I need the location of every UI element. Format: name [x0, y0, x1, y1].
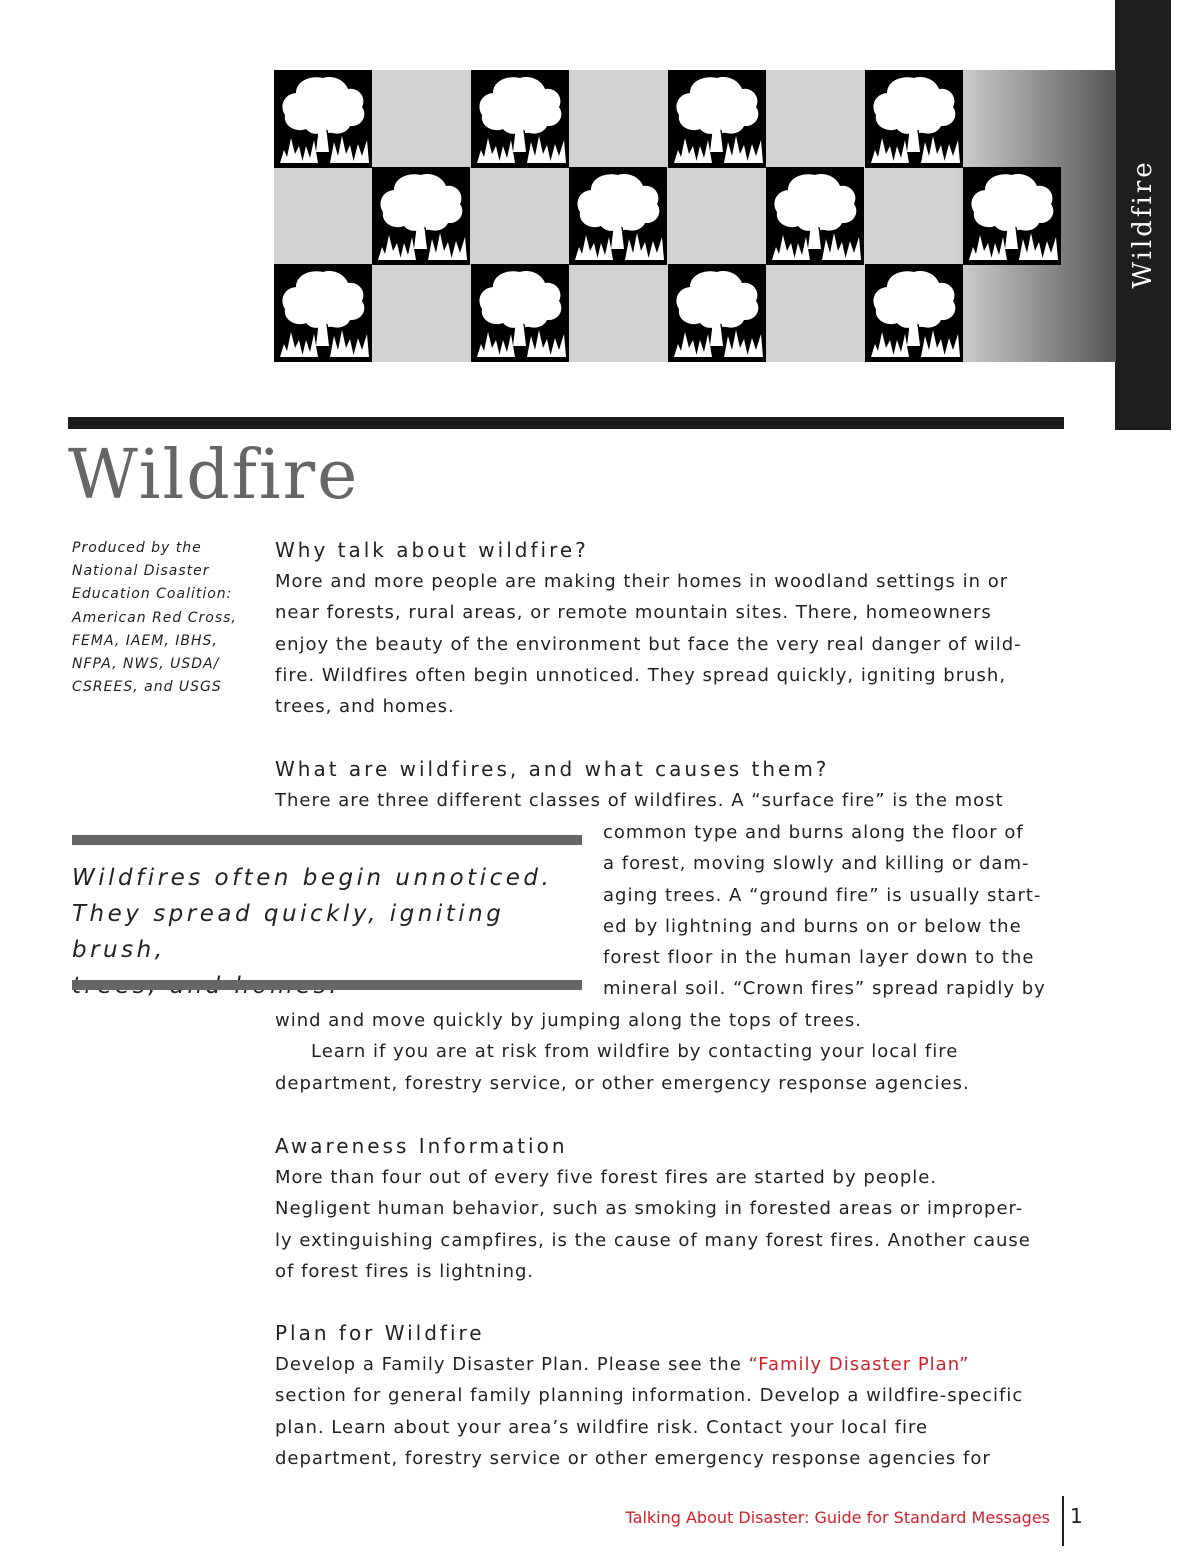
credit-note: [72, 537, 252, 699]
tree-fire-icon: [274, 264, 372, 362]
text-line: a forest, moving slowly and killing or dam-: [603, 853, 1030, 875]
section-heading: Why talk about wildfire?: [275, 538, 589, 562]
footer-divider: [1062, 1496, 1064, 1546]
wildfire-banner: [274, 70, 1116, 362]
paragraph: [275, 1349, 1065, 1474]
tree-fire-icon: [569, 167, 667, 265]
text-line: Develop a Family Disaster Plan. Please see the: [275, 1354, 749, 1375]
pull-quote-line: Wildfires often begin unnoticed.: [72, 865, 553, 891]
text-line: forest floor in the human layer down to the: [603, 947, 1035, 969]
paragraph: [603, 817, 1073, 1005]
wrapped-paragraph: [603, 817, 1073, 1005]
text-line: Negligent human behavior, such as smoking in forested areas or improper-: [275, 1198, 1024, 1220]
credit-line: Produced by the: [72, 540, 202, 556]
tree-fire-icon: [471, 264, 569, 362]
text-line: ly extinguishing campfires, is the cause of many forest fires. Another cause: [275, 1229, 1031, 1251]
section-heading: Plan for Wildfire: [275, 1321, 485, 1345]
credit-line: CSREES, and USGS: [72, 679, 222, 696]
side-tab-label: Wildfire: [1128, 159, 1158, 289]
section-heading: Awareness Information: [275, 1134, 568, 1158]
paragraph: [275, 1005, 1065, 1099]
text-line: enjoy the beauty of the environment but face the very real danger of wild-: [275, 633, 1022, 655]
text-line: fire. Wildfires often begin unnoticed. They spread quickly, igniting brush,: [275, 664, 1007, 686]
paragraph: [275, 566, 1065, 722]
text-line: common type and burns along the floor of: [603, 822, 1024, 843]
text-line: section for general family planning information. Develop a wildfire-specific: [275, 1385, 1024, 1407]
credit-line: Education Coalition:: [72, 586, 233, 603]
tree-fire-icon: [865, 264, 963, 362]
text-line: of forest fires is lightning.: [275, 1260, 535, 1282]
tree-fire-icon: [668, 70, 766, 168]
page-title: Wildfire: [68, 436, 360, 515]
credit-line: FEMA, IAEM, IBHS,: [72, 632, 218, 649]
section-why-talk: [275, 535, 1065, 722]
tree-fire-icon: [274, 70, 372, 168]
text-line: aging trees. A “ground fire” is usually start-: [603, 884, 1042, 906]
text-line: plan. Learn about your area’s wildfire risk. Contact your local fire: [275, 1416, 929, 1438]
section-awareness: [275, 1131, 1065, 1287]
credit-line: National Disaster: [72, 563, 210, 580]
text-line: wind and move quickly by jumping along the tops of trees.: [275, 1010, 862, 1031]
text-line: department, forestry service, or other emergency response agencies.: [275, 1072, 970, 1094]
credit-line: American Red Cross,: [72, 609, 237, 626]
credit-line: NFPA, NWS, USDA/: [72, 656, 220, 673]
tree-fire-icon: [471, 70, 569, 168]
text-line: ed by lightning and burns on or below the: [603, 915, 1022, 937]
text-line: mineral soil. “Crown fires” spread rapidly by: [603, 978, 1046, 1000]
footer-guide-title: Talking About Disaster: Guide for Standard Messages: [625, 1508, 1050, 1527]
page-number: 1: [1070, 1504, 1083, 1528]
text-line: trees, and homes.: [275, 696, 455, 718]
tree-fire-icon: [668, 264, 766, 362]
paragraph: [275, 1162, 1065, 1287]
text-line: near forests, rural areas, or remote mountain sites. There, homeowners: [275, 602, 992, 624]
section-what-are-wildfires: [275, 754, 1065, 816]
section-heading: What are wildfires, and what causes them?: [275, 757, 830, 781]
title-rule: [68, 417, 1064, 429]
tree-fire-icon: [963, 167, 1061, 265]
family-disaster-plan-link[interactable]: “Family Disaster Plan”: [748, 1354, 970, 1375]
tree-fire-icon: [372, 167, 470, 265]
tree-fire-icon: [766, 167, 864, 265]
text-line: There are three different classes of wildfires. A “surface fire” is the most: [275, 790, 1004, 811]
text-line: Learn if you are at risk from wildfire by contacting your local fire: [311, 1041, 959, 1063]
text-line: More and more people are making their homes in woodland settings in or: [275, 571, 1009, 592]
text-line: department, forestry service or other emergency response agencies for: [275, 1447, 991, 1469]
tree-fire-icon: [865, 70, 963, 168]
pull-quote-rule-bottom: [72, 980, 582, 990]
section-plan: [275, 1318, 1065, 1474]
text-line: More than four out of every five forest fires are started by people.: [275, 1167, 938, 1188]
pull-quote-rule-top: [72, 835, 582, 845]
paragraph-continued: [275, 1005, 1065, 1099]
pull-quote-line: They spread quickly, igniting brush,: [72, 901, 505, 963]
